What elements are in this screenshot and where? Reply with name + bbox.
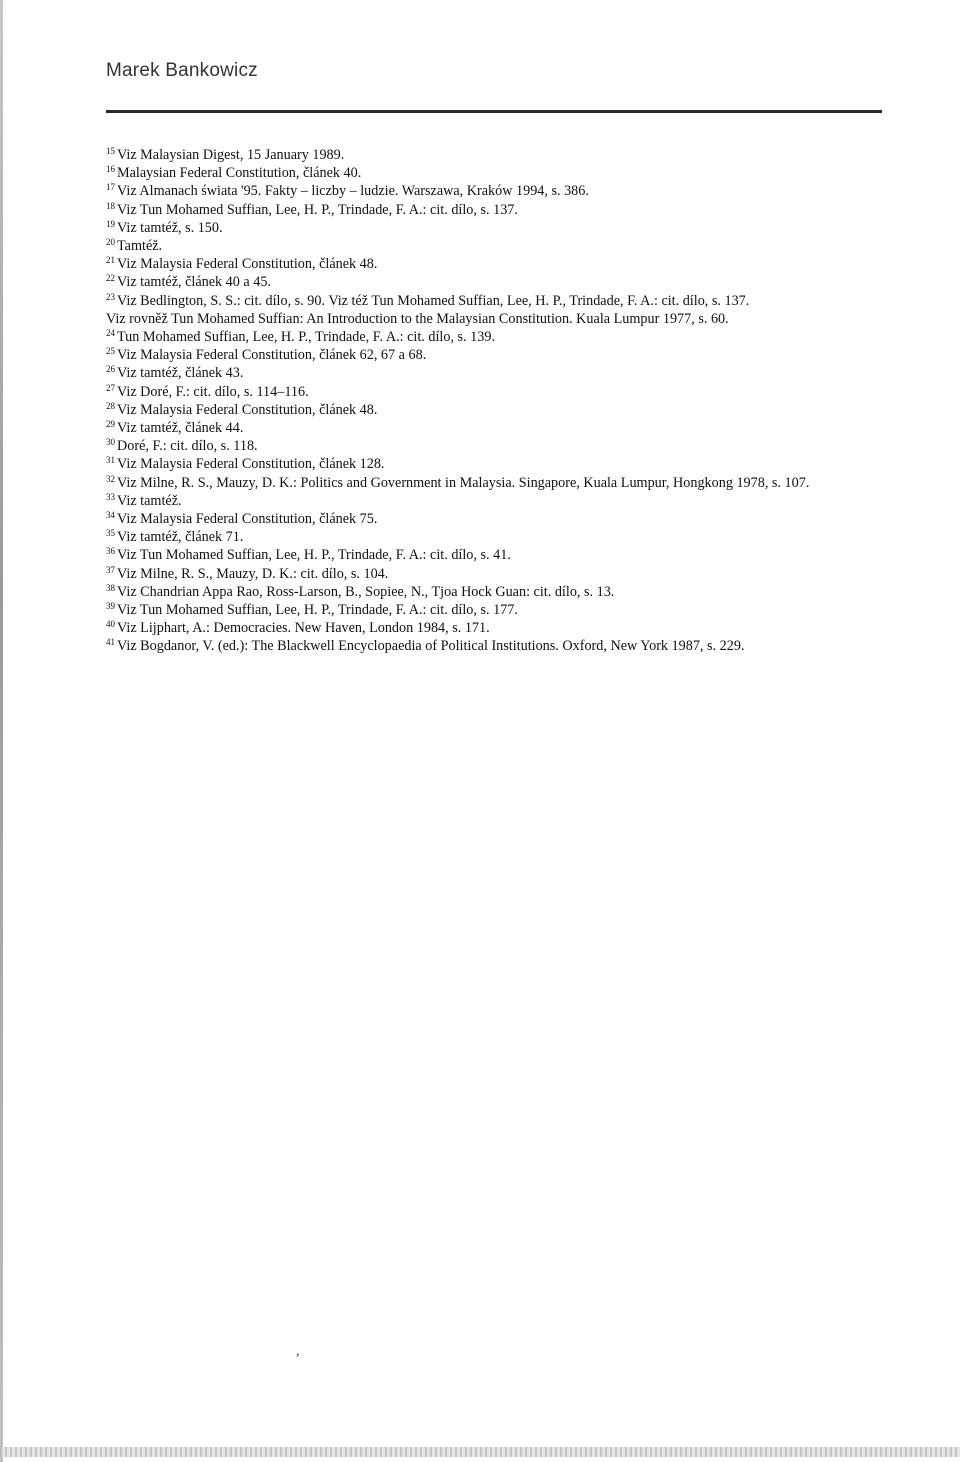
footnote-text: Viz tamtéž, článek 71. [117, 529, 244, 546]
footnote [106, 601, 896, 619]
stray-ink-mark: , [296, 1344, 300, 1359]
footnote [106, 619, 896, 637]
footnote-number: 30 [106, 437, 115, 448]
footnote-text: Viz Tun Mohamed Suffian, Lee, H. P., Trindade, F. A.: cit. dílo, s. 177. [117, 602, 518, 619]
footnote-text: Viz tamtéž, článek 43. [117, 365, 244, 382]
footnote-text: Viz tamtéž, s. 150. [117, 219, 223, 236]
footnote [106, 583, 896, 601]
footnote-text: Viz Malaysian Digest, 15 January 1989. [117, 147, 345, 163]
footnote-number: 35 [106, 528, 115, 539]
footnote-text: Viz Malaysia Federal Constitution, článek 128. [117, 456, 385, 473]
header-rule [106, 110, 882, 113]
footnote-text: Viz Chandrian Appa Rao, Ross-Larson, B., Sopiee, N., Tjoa Hock Guan: cit. dílo, s. 13. [117, 583, 615, 600]
footnote [106, 383, 896, 401]
footnote [106, 546, 896, 564]
footnote-number: 23 [106, 291, 115, 302]
footnote-continuation [106, 310, 896, 328]
footnote-text: Viz Milne, R. S., Mauzy, D. K.: Politics and Government in Malaysia. Singapore, Kuala Lumpur, Hongkong 1978, s. 107. [117, 474, 810, 491]
footnote-number: 21 [106, 255, 115, 266]
footnote-number: 34 [106, 510, 115, 521]
footnote-number: 29 [106, 419, 115, 430]
footnote-number: 18 [106, 200, 115, 211]
footnote [106, 237, 896, 255]
footnote-number: 15 [106, 146, 115, 156]
footnote-number: 19 [106, 218, 115, 229]
footnote [106, 528, 896, 546]
footnote [106, 273, 896, 291]
footnote [106, 437, 896, 455]
footnote-number: 22 [106, 273, 115, 284]
footnote-number: 38 [106, 582, 115, 593]
footnote [106, 346, 896, 364]
footnote [106, 364, 896, 382]
footnote-text: Viz tamtéž, článek 40 a 45. [117, 274, 271, 291]
footnote-text: Viz Tun Mohamed Suffian, Lee, H. P., Trindade, F. A.: cit. dílo, s. 41. [117, 547, 511, 564]
footnote-text: Viz Malaysia Federal Constitution, článek 48. [117, 256, 378, 273]
footnote-number: 26 [106, 364, 115, 375]
footnote-text: Tamtéž. [117, 238, 163, 255]
footnote-number: 28 [106, 400, 115, 411]
footnote-number: 31 [106, 455, 115, 466]
footnote [106, 328, 896, 346]
footnote-number: 27 [106, 382, 115, 393]
footnote-text: Viz Malaysia Federal Constitution, článek 75. [117, 511, 378, 528]
footnote-number: 16 [106, 164, 115, 175]
footnote-number: 25 [106, 346, 115, 357]
footnote [106, 164, 896, 182]
footnote [106, 419, 896, 437]
footnote-number: 36 [106, 546, 115, 557]
footnote [106, 292, 896, 310]
footnote [106, 637, 896, 655]
footnote-number: 39 [106, 601, 115, 612]
footnote-text: Viz Lijphart, A.: Democracies. New Haven, London 1984, s. 171. [117, 620, 490, 637]
footnote [106, 474, 896, 492]
footnote-text: Viz Milne, R. S., Mauzy, D. K.: cit. dílo, s. 104. [117, 565, 389, 582]
footnote [106, 201, 896, 219]
footnote-text: Tun Mohamed Suffian, Lee, H. P., Trindade, F. A.: cit. dílo, s. 139. [117, 329, 496, 346]
footnote-text: Viz tamtéž, článek 44. [117, 420, 244, 437]
running-head-author: Marek Bankowicz [106, 60, 258, 81]
footnote [106, 492, 896, 510]
footnote-text: Viz Malaysia Federal Constitution, článek 48. [117, 401, 378, 418]
footnote [106, 510, 896, 528]
footnote-text: Viz Bogdanor, V. (ed.): The Blackwell Encyclopaedia of Political Institutions. Oxford, New York 1987, s. 229. [117, 638, 745, 655]
footnote-number: 32 [106, 473, 115, 484]
footnote [106, 219, 896, 237]
footnote-number: 20 [106, 237, 115, 248]
footnote-text: Viz Almanach świata '95. Fakty – liczby – ludzie. Warszawa, Kraków 1994, s. 386. [117, 183, 589, 200]
footnote [106, 255, 896, 273]
footnote-number: 33 [106, 491, 115, 502]
footnote [106, 182, 896, 200]
footnote-text: Viz Tun Mohamed Suffian, Lee, H. P., Trindade, F. A.: cit. dílo, s. 137. [117, 201, 518, 218]
footnote-text: Viz Bedlington, S. S.: cit. dílo, s. 90. Viz též Tun Mohamed Suffian, Lee, H. P., Trindade, F. A.: cit. dílo, s. 137. [117, 292, 750, 309]
footnote-text: Viz tamtéž. [117, 492, 182, 509]
footnote-number: 17 [106, 182, 115, 193]
footnote-text: Doré, F.: cit. dílo, s. 118. [117, 438, 258, 455]
scan-bottom-edge [0, 1447, 960, 1457]
footnote [106, 455, 896, 473]
footnotes-list [106, 146, 896, 656]
footnote-number: 24 [106, 328, 115, 339]
footnote [106, 565, 896, 583]
footnote-text: Viz Doré, F.: cit. dílo, s. 114–116. [117, 383, 309, 400]
footnote-number: 41 [106, 637, 115, 648]
footnote [106, 401, 896, 419]
footnote-text: Malaysian Federal Constitution, článek 40. [117, 165, 362, 182]
footnote [106, 146, 896, 164]
footnote-number: 40 [106, 619, 115, 630]
footnote-text: Viz rovněž Tun Mohamed Suffian: An Introduction to the Malaysian Constitution. Kuala Lumpur 1977, s. 60. [106, 310, 729, 327]
footnote-number: 37 [106, 564, 115, 575]
scan-left-edge [0, 0, 3, 1462]
footnote-text: Viz Malaysia Federal Constitution, článek 62, 67 a 68. [117, 347, 427, 364]
